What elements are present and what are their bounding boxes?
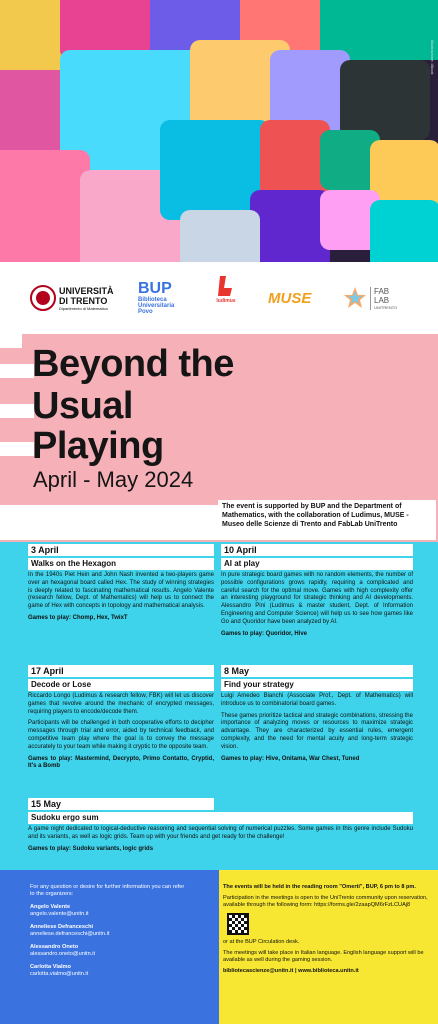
- qr-code-icon[interactable]: [227, 913, 249, 935]
- event-paragraph: These games prioritize tactical and strategic combinations, stressing the importance of analyzing moves or resources to maximize strategic advantage. They are characterized by essential rules, emergent complexity, and the need for mental acuity and long-term strategic vision.: [221, 712, 413, 750]
- logo-strip: [0, 262, 438, 334]
- event-date: 8 May: [221, 665, 413, 677]
- event-games: Games to play: Quoridor, Hive: [221, 630, 308, 637]
- support-panel-left: [0, 505, 218, 540]
- language-text: The meetings will take place in Italian language. English language support will be available as well during the gaming session.: [223, 950, 424, 963]
- muse-logo: [268, 274, 311, 322]
- contact-name: Anneliese Defranceschi: [30, 924, 94, 930]
- event-games: Games to play: Sudoku variants, logic grids: [28, 845, 154, 852]
- event-paragraph: In pure strategic board games with no random elements, the number of possible configurations grows rapidly, requiring a complicated and careful search for the optimal move. Games with high complexity offer an interesting playground for strategic thinking and AI developments. Alessandro Pini (Ludimus & master student, Dept. of Information Engineering and Computer Science) will help us to see how games like Go and Quoridor have been analyzed by AI.: [221, 572, 413, 625]
- event-dates: April - May 2024: [33, 467, 194, 492]
- deco-bar: [0, 442, 34, 456]
- contact-email[interactable]: alessandro.oneto@unitn.it: [30, 951, 96, 957]
- hero-image: [0, 0, 438, 262]
- deco-bar: [0, 404, 34, 418]
- event-paragraph: Luigi Amedeo Bianchi (Associate Prof., Dept. of Mathematics) will introduce us to combinatorial board games.: [221, 693, 413, 707]
- event-title: Find your strategy: [221, 679, 413, 691]
- event-date: 17 April: [28, 665, 214, 677]
- event-body: [28, 826, 413, 857]
- contact-name: Angelo Valente: [30, 904, 71, 910]
- venue-text: The events will be held in the reading room "Omerti", BUP, 6 pm to 8 pm.: [223, 884, 416, 890]
- contacts-intro: For any question or desire for further information you can refer to the organizers:: [30, 884, 185, 897]
- muse-name: MUSE: [268, 289, 312, 307]
- contact-item: [30, 924, 189, 938]
- deco-bar: [0, 334, 22, 348]
- unitn-name: UNIVERSITÀ DI TRENTO: [59, 285, 114, 306]
- ludimus-icon: [216, 274, 236, 298]
- unitn-dept: Dipartimento di Matematica: [59, 305, 108, 311]
- fablab-sub: UNITRENTO: [374, 304, 398, 310]
- bup-sub3: Povo: [138, 309, 153, 315]
- event-games: Games to play: Hive, Onitama, War Chest, Tuned: [221, 755, 360, 762]
- contact-name: Carlotta Vialmo: [30, 964, 71, 970]
- unitn-logo: [30, 274, 119, 322]
- contact-item: [30, 904, 189, 918]
- fablab-name: FAB LAB: [374, 286, 390, 305]
- participation-text[interactable]: Participation in the meetings is open to the UniTrento community upon reservation, available through the following form: https://forms.gle/2zaapQM6rFzLCUAj8: [223, 895, 428, 908]
- fablab-logo: [343, 274, 398, 322]
- contact-item: [30, 944, 189, 958]
- info-section: [219, 870, 438, 1024]
- contacts-section: [0, 870, 219, 1024]
- event-title: Decode or Lose: [28, 679, 214, 691]
- footer-links[interactable]: bibliotecascienze@unitn.it | www.biblioteca.unitn.it: [223, 968, 359, 974]
- fablab-star-icon: [343, 286, 367, 310]
- desk-text: or at the BUP Circulation desk.: [223, 939, 300, 945]
- event-date: 15 May: [28, 798, 214, 810]
- event-body: [221, 572, 413, 642]
- bup-sub2: Universitaria: [138, 303, 175, 309]
- event-date: 3 April: [28, 544, 214, 556]
- event-body: [221, 693, 413, 767]
- contact-email[interactable]: carlotta.vialmo@unitn.it: [30, 971, 89, 977]
- event-games: Games to play: Mastermind, Decrypto, Primo Contatto, Cryptid, It's a Bomb: [28, 755, 214, 770]
- event-title: Walks on the Hexagon: [28, 558, 214, 570]
- event-body: [28, 693, 214, 775]
- event-body: [28, 572, 214, 627]
- title-line-3: Playing: [32, 425, 164, 467]
- event-title: Sudoku ergo sum: [28, 812, 413, 824]
- contact-email[interactable]: angelo.valente@unitn.it: [30, 911, 89, 917]
- event-paragraph: In the 1940s Piet Hein and John Nash invented a two-players game over an hexagonal board called Hex. The study of winning strategies is deeply related to fascinating mathematical results. Angelo Valente (research fellow, Dept. of Mathematics) will help us to connect the game of Hex with concepts in topology and mathematical analysis.: [28, 572, 214, 610]
- event-title: AI at play: [221, 558, 413, 570]
- title-section: [0, 334, 438, 542]
- contact-name: Alessandro Oneto: [30, 944, 79, 950]
- image-credit: Illustrazione: iStock: [430, 40, 435, 75]
- unitn-seal-icon: [30, 285, 56, 311]
- bup-logo: [138, 274, 174, 322]
- title-line-2: Usual: [32, 385, 133, 427]
- contact-email[interactable]: anneliese.defranceschi@unitn.it: [30, 931, 110, 937]
- deco-bar: [0, 364, 34, 378]
- event-paragraph: A game night dedicated to logical-deductive reasoning and sequential solving of numerical puzzles. Some games in this genre include Sudoku and its variants, as well as logic grids. Team up with your friends and get ready for the challenge!: [28, 826, 413, 840]
- bup-sub1: Biblioteca: [138, 297, 167, 303]
- title-line-1: Beyond the: [32, 343, 234, 385]
- ludimus-logo: [216, 274, 236, 322]
- support-text: The event is supported by BUP and the Department of Mathematics, with the collaboration of Ludimus, MUSE - Museo delle Scienze di Trento and FabLab UniTrento: [218, 500, 436, 540]
- event-paragraph: Riccardo Longo (Ludimus & research fellow, FBK) will let us discover games that revolve around the mechanic of encrypted messages, requiring players to encode/decode them.: [28, 693, 214, 715]
- bup-name: BUP: [138, 280, 172, 297]
- event-games: Games to play: Chomp, Hex, TwixT: [28, 614, 128, 621]
- event-paragraph: Participants will be challenged in both cooperative efforts to decipher messages through trial and error, aided by technical feedback, and competitive team play where the goal is to convey the message accurately to your team while making it cryptic to the opposite team.: [28, 720, 214, 750]
- ludimus-name: ludimus: [216, 298, 236, 304]
- events-section: [0, 542, 438, 870]
- event-date: 10 April: [221, 544, 413, 556]
- contact-item: [30, 964, 189, 978]
